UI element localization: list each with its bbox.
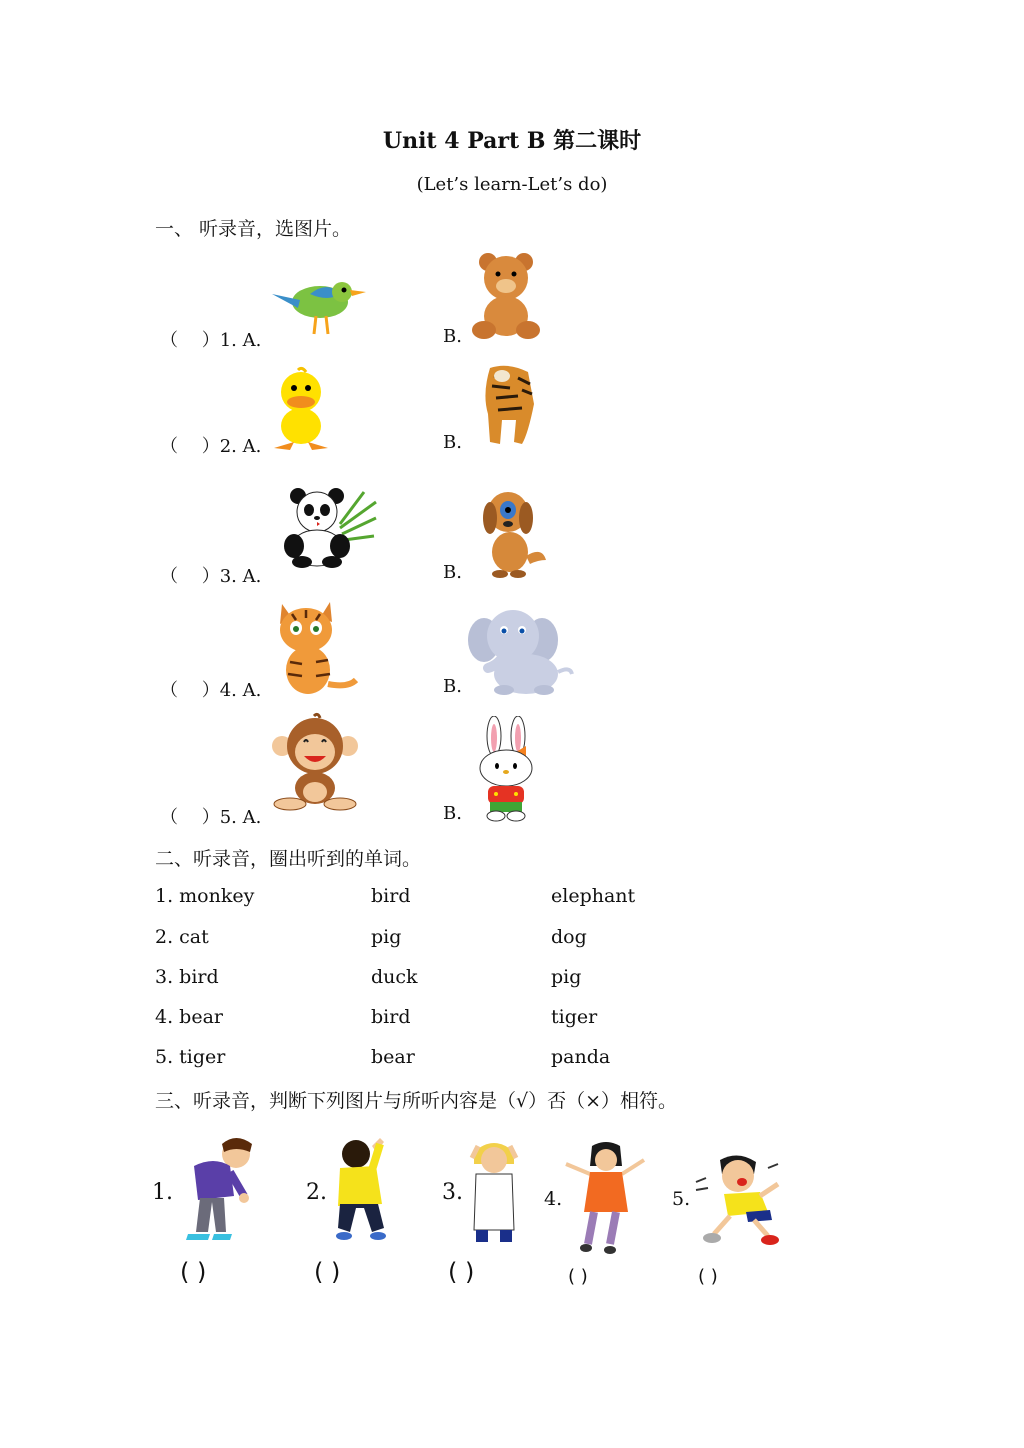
- s2-row3-col2: duck: [371, 966, 418, 988]
- rabbit-icon: [472, 716, 540, 822]
- dog-icon: [476, 490, 550, 578]
- s2-row1-col3: elephant: [551, 885, 636, 907]
- s3-item2-num: 2.: [306, 1180, 327, 1205]
- s3-item5-num: 5.: [672, 1188, 691, 1210]
- s3-item4-num: 4.: [544, 1188, 563, 1210]
- monkey-icon: [270, 712, 360, 812]
- s1-row5-prefix: （ ）5. A.: [160, 807, 262, 828]
- page-title: Unit 4 Part B 第二课时: [382, 128, 642, 154]
- s2-row1-col1: 1. monkey: [155, 885, 255, 907]
- s1-row2-b-label: B.: [443, 432, 462, 453]
- section1-heading: 一、 听录音，选图片。: [155, 218, 352, 240]
- s2-row2-col2: pig: [371, 926, 402, 948]
- s1-row5-b-label: B.: [443, 803, 462, 824]
- s2-row5-col2: bear: [371, 1046, 415, 1068]
- s3-item1-num: 1.: [152, 1180, 173, 1205]
- s2-row4-col1: 4. bear: [155, 1006, 223, 1028]
- girl-dancing-icon: [564, 1140, 650, 1258]
- s1-row2-prefix: （ ）2. A.: [160, 436, 262, 457]
- s3-item3-answer[interactable]: ( ): [448, 1258, 475, 1286]
- s3-item4-answer[interactable]: ( ): [568, 1266, 588, 1287]
- panda-icon: [280, 488, 378, 568]
- tiger-photo-icon: [478, 364, 538, 446]
- bird-icon: [270, 272, 370, 338]
- s1-row4-b-label: B.: [443, 676, 462, 697]
- s2-row3-col1: 3. bird: [155, 966, 219, 988]
- boy-shouting-icon: [694, 1154, 784, 1248]
- s2-row4-col3: tiger: [551, 1006, 598, 1028]
- s3-item3-num: 3.: [442, 1180, 463, 1205]
- boy-kneeling-icon: [332, 1136, 394, 1248]
- duck-icon: [270, 366, 332, 452]
- teddy-bear-icon: [468, 250, 543, 342]
- s2-row3-col3: pig: [551, 966, 582, 988]
- s2-row5-col3: panda: [551, 1046, 611, 1068]
- s3-item5-answer[interactable]: ( ): [698, 1266, 718, 1287]
- s2-row4-col2: bird: [371, 1006, 411, 1028]
- page-subtitle: (Let’s learn-Let’s do): [416, 174, 608, 195]
- s1-row1-b-label: B.: [443, 326, 462, 347]
- section2-heading: 二、听录音，圈出听到的单词。: [155, 848, 422, 870]
- section3-heading: 三、听录音，判断下列图片与所听内容是（√）否（×）相符。: [155, 1090, 678, 1112]
- boy-bending-icon: [174, 1136, 260, 1246]
- girl-hands-on-head-icon: [468, 1138, 520, 1246]
- elephant-icon: [466, 602, 576, 696]
- s1-row3-b-label: B.: [443, 562, 462, 583]
- s3-item2-answer[interactable]: ( ): [314, 1258, 341, 1286]
- s2-row1-col2: bird: [371, 885, 411, 907]
- s1-row3-prefix: （ ）3. A.: [160, 566, 262, 587]
- s2-row2-col1: 2. cat: [155, 926, 209, 948]
- s2-row2-col3: dog: [551, 926, 587, 948]
- s2-row5-col1: 5. tiger: [155, 1046, 226, 1068]
- tiger-cub-icon: [272, 600, 358, 696]
- s3-item1-answer[interactable]: ( ): [180, 1258, 207, 1286]
- s1-row4-prefix: （ ）4. A.: [160, 680, 262, 701]
- s1-row1-prefix: （ ）1. A.: [160, 330, 262, 351]
